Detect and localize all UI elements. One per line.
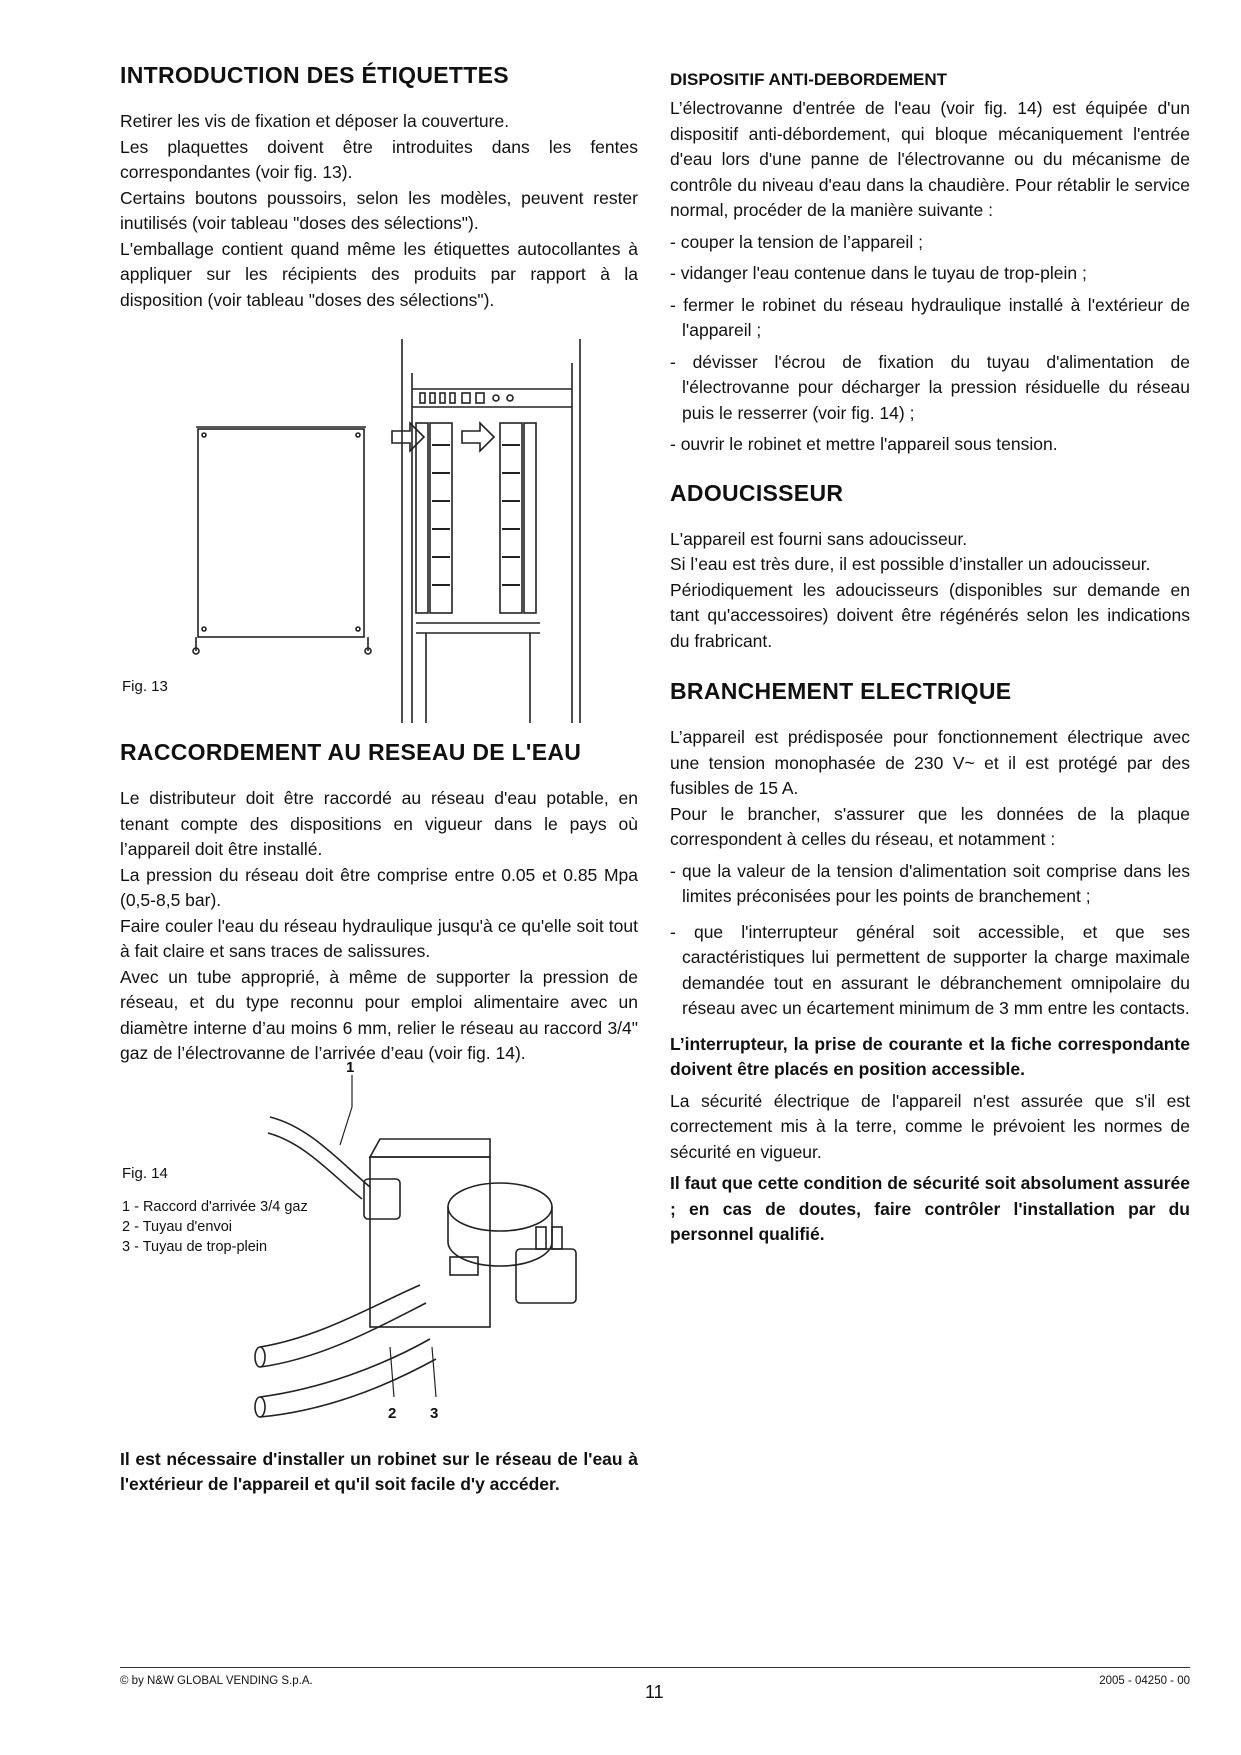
page-number: 11	[645, 1682, 664, 1702]
legend-item-2: 2 - Tuyau d'envoi	[122, 1218, 232, 1235]
intro-paragraph-2: Les plaquettes doivent être introduites dans les fentes correspondantes (voir fig. 13).	[120, 136, 638, 182]
figure-14-legend	[122, 1197, 308, 1257]
water-paragraph-1: Le distributeur doit être raccordé au réseau d'eau potable, en tenant compte des dispositions en vigueur dans le pays où l’appareil doit être installé.	[120, 788, 638, 859]
softener-paragraph-2: Si l’eau est très dure, il est possible d’installer un adoucisseur.	[670, 554, 1151, 574]
intro-paragraph-4: L'emballage contient quand même les étiquettes autocollantes à appliquer sur les récipients des produits par rapport à la disposition (voir tableau "doses des sélections").	[120, 238, 638, 310]
overflow-step-2: - vidanger l'eau contenue dans le tuyau de trop-plein ;	[670, 263, 1087, 283]
softener-paragraph-3: Périodiquement les adoucisseurs (disponibles sur demande en tant qu'accessoires) doivent être régénérés selon les indications du frabricant.	[670, 579, 1190, 651]
electric-item-2: - que l'interrupteur général soit accessible, et que ses caractéristiques lui permettent de supporter la charge maximale demandée tout en assurant le débranchement omnipolaire du réseau avec un écartement minimum de 3 mm entre les contacts.	[670, 921, 1190, 1018]
figure-13-caption: Fig. 13	[122, 678, 168, 695]
overflow-step-5: - ouvrir le robinet et mettre l'appareil sous tension.	[670, 434, 1058, 454]
right-column	[670, 62, 1190, 1248]
section-title-water: RACCORDEMENT AU RESEAU DE L'EAU	[120, 739, 582, 765]
overflow-step-1: - couper la tension de l’appareil ;	[670, 231, 923, 252]
callout-3: 3	[430, 1404, 439, 1422]
label-panel-drawing	[120, 333, 638, 725]
section-title-overflow: DISPOSITIF ANTI-DEBORDEMENT	[670, 70, 948, 89]
water-paragraph-3: Faire couler l'eau du réseau hydraulique jusqu'à ce qu'elle soit tout à fait claire et sans traces de salissures.	[120, 915, 638, 961]
electric-paragraph-1: L’appareil est prédisposée pour fonctionnement électrique avec une tension monophasée de 230 V~ et il est protégé par des fusibles de 15 A.	[670, 727, 1190, 798]
footer-divider	[120, 1667, 1190, 1668]
callout-2: 2	[388, 1404, 397, 1422]
figure-14	[120, 1058, 638, 1447]
intro-paragraph-3: Certains boutons poussoirs, selon les modèles, peuvent rester inutilisés (voir tableau "doses des sélections").	[120, 187, 638, 233]
legend-item-1: 1 - Raccord d'arrivée 3/4 gaz	[122, 1198, 308, 1215]
water-paragraph-4: Avec un tube approprié, à même de supporter la pression de réseau, et du type reconnu pour emploi alimentaire avec un diamètre interne d’au moins 6 mm, relier le réseau au raccord 3/4" gaz de l’électrovanne de l’arrivée d’eau (voir fig. 14).	[120, 966, 638, 1063]
electric-bold-note-1: L’interrupteur, la prise de courante et la fiche correspondante doivent être placés en position accessible.	[670, 1033, 1190, 1079]
section-title-electric: BRANCHEMENT ELECTRIQUE	[670, 678, 1012, 704]
electric-item-1: - que la valeur de la tension d'alimentation soit comprise dans les limites préconisées pour les points de branchement ;	[670, 860, 1190, 906]
callout-1: 1	[346, 1058, 355, 1076]
water-tap-warning: Il est nécessaire d'installer un robinet sur le réseau de l'eau à l'extérieur de l'appareil et qu'il soit facile d'y accéder.	[120, 1448, 638, 1494]
softener-paragraph-1: L'appareil est fourni sans adoucisseur.	[670, 528, 968, 549]
section-title-softener: ADOUCISSEUR	[670, 479, 844, 506]
overflow-step-4: - dévisser l'écrou de fixation du tuyau d'alimentation de l'électrovanne pour décharger la pression résiduelle du réseau puis le resserrer (voir fig. 14) ;	[670, 351, 1190, 423]
figure-13	[120, 333, 638, 725]
electric-paragraph-2: Pour le brancher, s'assurer que les données de la plaque correspondent à celles du réseau, et notamment :	[670, 803, 1190, 849]
figure-14-caption: Fig. 14	[122, 1164, 168, 1182]
legend-item-3: 3 - Tuyau de trop-plein	[122, 1238, 268, 1255]
overflow-step-3: - fermer le robinet du réseau hydraulique installé à l'extérieur de l'appareil ;	[670, 294, 1190, 340]
footer-copyright: © by N&W GLOBAL VENDING S.p.A.	[120, 1675, 313, 1687]
electric-paragraph-3: La sécurité électrique de l'appareil n'est assurée que s'il est correctement mis à la terre, comme le prévoient les normes de sécurité en vigueur.	[670, 1090, 1190, 1162]
section-title-intro: INTRODUCTION DES ÉTIQUETTES	[120, 62, 509, 88]
water-paragraph-2: La pression du réseau doit être comprise entre 0.05 et 0.85 Mpa (0,5-8,5 bar).	[120, 864, 638, 910]
left-column	[120, 62, 638, 1498]
footer-doc-code: 2005 - 04250 - 00	[1099, 1675, 1190, 1687]
overflow-paragraph: L’électrovanne d'entrée de l'eau (voir fig. 14) est équipée d'un dispositif anti-débordement, qui bloque mécaniquement l'entrée d'eau lors d'une panne de l'électrovanne ou du mécanisme de contrôle du niveau d'eau dans la chaudière. Pour rétablir le service normal, procéder de la manière suivante :	[670, 98, 1190, 220]
electric-bold-note-2: Il faut que cette condition de sécurité soit absolument assurée ; en cas de doutes, faire contrôler l'installation par du personnel qualifié.	[670, 1173, 1190, 1244]
intro-paragraph-1: Retirer les vis de fixation et déposer la couverture.	[120, 111, 510, 131]
solenoid-valve-drawing	[120, 1067, 638, 1447]
